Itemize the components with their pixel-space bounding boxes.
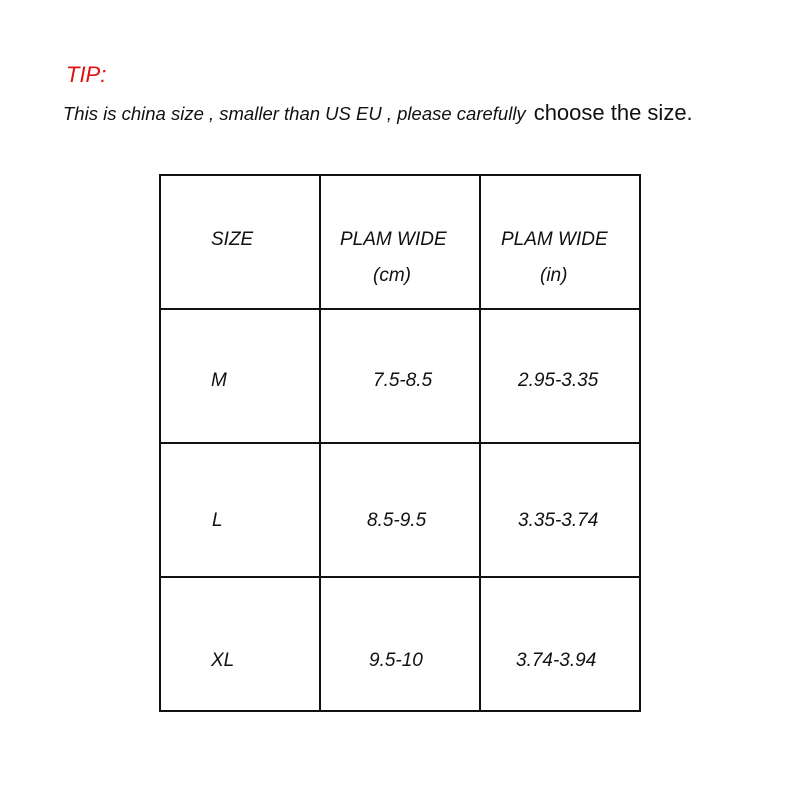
- table-header-row: [160, 175, 640, 309]
- header-cell-in: [480, 175, 640, 309]
- row-size-value: M: [211, 370, 227, 391]
- cm-cell: [320, 577, 480, 711]
- cm-cell: [320, 309, 480, 443]
- row-size-value: L: [212, 510, 223, 531]
- header-cm-line2: (cm): [373, 265, 411, 286]
- row-cm-value: 8.5-9.5: [367, 510, 427, 531]
- header-cell-size: [160, 175, 320, 309]
- tip-text-part2: choose the size.: [533, 100, 693, 125]
- row-in-value: 3.74-3.94: [516, 650, 597, 671]
- in-cell: [480, 577, 640, 711]
- size-cell: [160, 309, 320, 443]
- row-in-value: 3.35-3.74: [518, 510, 599, 531]
- size-cell: [160, 577, 320, 711]
- table-row: [160, 577, 640, 711]
- cm-cell: [320, 443, 480, 577]
- row-cm-value: 9.5-10: [369, 650, 423, 671]
- size-chart-table: [159, 174, 641, 712]
- row-cm-value: 7.5-8.5: [373, 370, 433, 391]
- header-cm-line1: PLAM WIDE: [340, 229, 447, 250]
- header-in-line1: PLAM WIDE: [501, 229, 608, 250]
- tip-text: [63, 100, 693, 126]
- table-row: [160, 443, 640, 577]
- tip-text-part1: This is china size , smaller than US EU , please carefully: [63, 103, 526, 124]
- header-size-label: SIZE: [211, 229, 254, 250]
- tip-label: TIP:: [66, 62, 107, 87]
- size-cell: [160, 443, 320, 577]
- row-in-value: 2.95-3.35: [518, 370, 599, 391]
- in-cell: [480, 309, 640, 443]
- header-cell-cm: [320, 175, 480, 309]
- row-size-value: XL: [211, 650, 235, 671]
- in-cell: [480, 443, 640, 577]
- table-row: [160, 309, 640, 443]
- header-in-line2: (in): [540, 265, 568, 286]
